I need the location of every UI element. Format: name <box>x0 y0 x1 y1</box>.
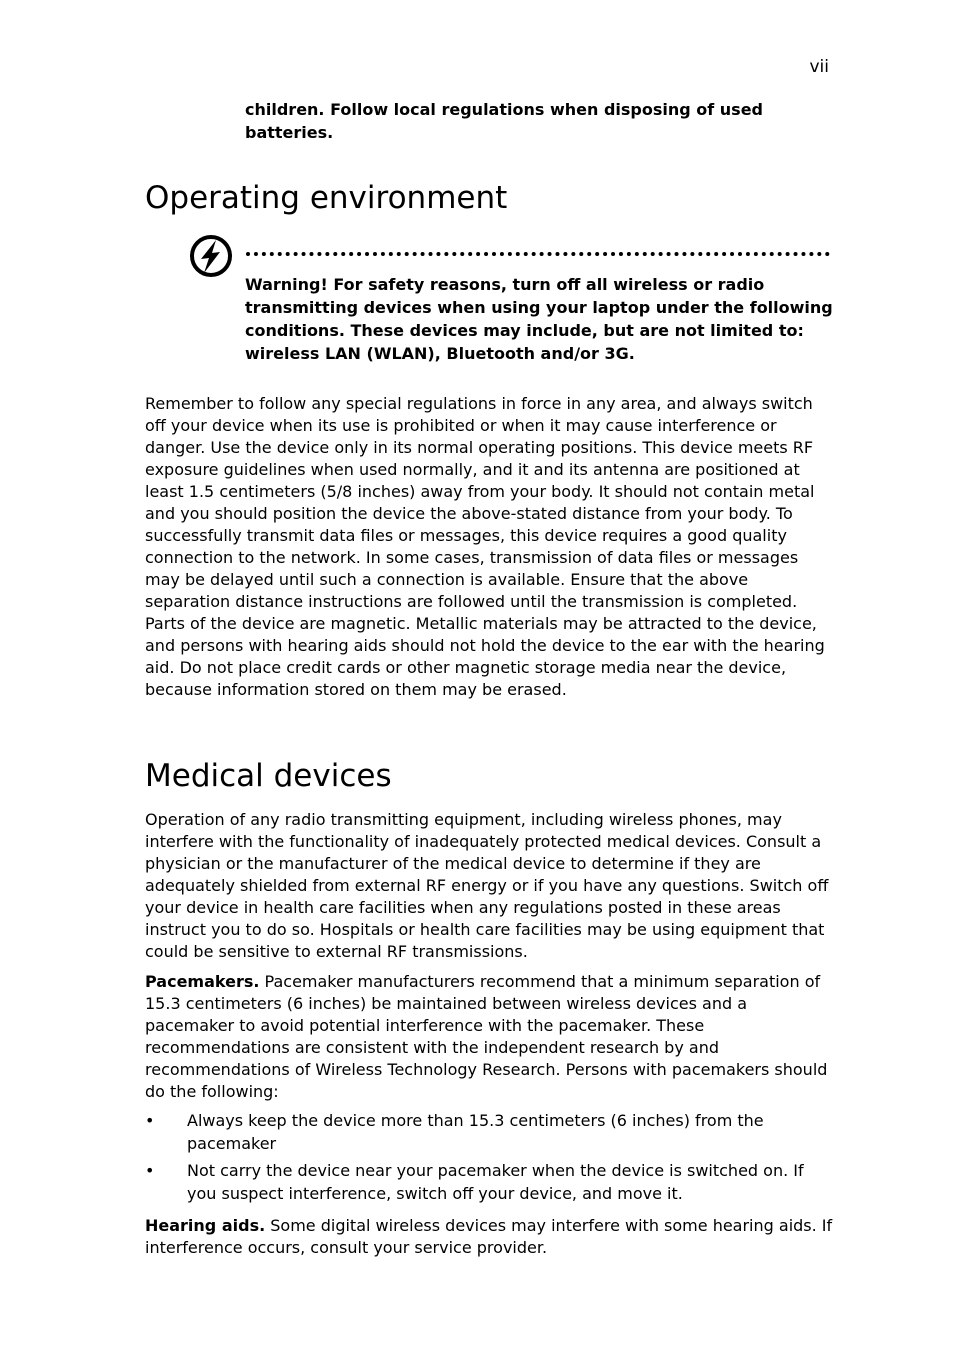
bullet-text: Not carry the device near your pacemaker when the device is switched on. If you suspect interference, switch off your device, and move it. <box>187 1161 804 1203</box>
page-number: vii <box>809 57 829 77</box>
warning-dotted-rule <box>246 252 830 256</box>
pacemakers-paragraph <box>145 971 833 1103</box>
list-item <box>145 1159 833 1205</box>
pacemakers-label: Pacemakers. <box>145 972 260 991</box>
section-title-medical-devices: Medical devices <box>145 758 392 794</box>
bullet-icon: • <box>145 1111 155 1130</box>
list-item <box>145 1109 833 1155</box>
section-title-operating-environment: Operating environment <box>145 180 508 216</box>
operating-environment-paragraph: Remember to follow any special regulations in force in any area, and always switch off your device when its use is prohibited or when it may cause interference or danger. Use the device only in its normal operating positions. This device meets RF exposure guidelines when used normally, and it and its antenna are positioned at least 1.5 centimeters (5/8 inches) away from your body. It should not contain metal and you should position the device the above-stated distance from your body. To successfully transmit data files or messages, this device requires a good quality connection to the network. In some cases, transmission of data files or messages may be delayed until such a connection is available. Ensure that the above separation distance instructions are followed until the transmission is completed. Parts of the device are magnetic. Metallic materials may be attracted to the device, and persons with hearing aids should not hold the device to the ear with the hearing aid. Do not place credit cards or other magnetic storage media near the device, because information stored on them may be erased. <box>145 394 825 699</box>
bullet-text: Always keep the device more than 15.3 centimeters (6 inches) from the pacemaker <box>187 1111 764 1153</box>
warning-lightning-icon <box>189 234 233 278</box>
bullet-icon: • <box>145 1161 155 1180</box>
continued-warning-text: children. Follow local regulations when disposing of used batteries. <box>245 100 764 142</box>
hearing-aids-label: Hearing aids. <box>145 1216 266 1235</box>
medical-intro-paragraph: Operation of any radio transmitting equipment, including wireless phones, may interfere with the functionality of inadequately protected medical devices. Consult a physician or the manufacturer of the medical device to determine if they are adequately shielded from external RF energy or if you have any questions. Switch off your device in health care facilities when any regulations posted in these areas instruct you to do so. Hospitals or health care facilities may be using equipment that could be sensitive to external RF transmissions. <box>145 810 829 961</box>
hearing-aids-paragraph <box>145 1215 833 1259</box>
warning-text: Warning! For safety reasons, turn off all wireless or radio transmitting devices when using your laptop under the following conditions. These devices may include, but are not limited to: wireless LAN (WLAN), Bluetooth and/or 3G. <box>245 275 833 363</box>
hearing-aids-text: Some digital wireless devices may interfere with some hearing aids. If interference occurs, consult your service provider. <box>145 1216 833 1257</box>
pacemakers-text: Pacemaker manufacturers recommend that a minimum separation of 15.3 centimeters (6 inches) be maintained between wireless devices and a pacemaker to avoid potential interference with the pacemaker. These recommendations are consistent with the independent research by and recommendations of Wireless Technology Research. Persons with pacemakers should do the following: <box>145 972 828 1101</box>
pacemaker-bullet-list <box>145 1109 833 1209</box>
